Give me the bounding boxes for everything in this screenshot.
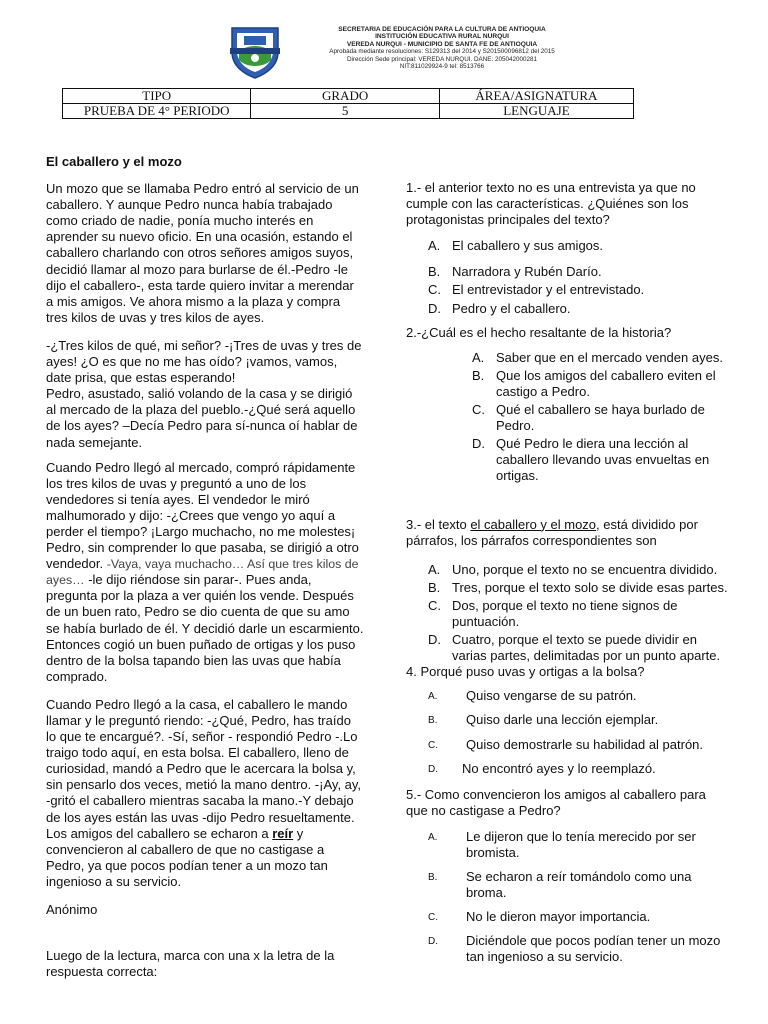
option-text: El entrevistador y el entrevistado. <box>452 282 645 298</box>
question-1-option-c[interactable] <box>406 282 728 298</box>
question-5-options <box>406 829 728 966</box>
option-label: B. <box>428 872 438 884</box>
story-paragraph-3c: -le dijo riéndose sin parar-. Pues anda, pregunta por la plaza a ver quién los vende. Después de un buen rato, Pedro se dio cuenta de que su amo se había burlado de él. Y decidió darle un escarmiento. Entonces cogió un buen puñado de ortigas y los puso dentro de la bolsa tapando bien las uvas que había comprado. <box>46 572 364 684</box>
header-line-1: SECRETARIA DE EDUCACIÓN PARA LA CULTURA DE ANTIOQUIA <box>338 26 546 33</box>
story-paragraph-3b: -Vaya, vaya muchacho… Así que tres kilos de ayes… <box>46 557 359 588</box>
option-text: Saber que en el mercado venden ayes. <box>496 349 723 365</box>
question-5-option-b[interactable] <box>406 869 728 901</box>
question-4-options <box>406 688 728 776</box>
option-text: Tres, porque el texto solo se divide esas partes. <box>452 579 728 595</box>
option-label: B. <box>428 264 441 280</box>
question-2-options <box>406 350 728 485</box>
story-paragraph-2a: -¿Tres kilos de qué, mi señor? -¡Tres de uvas y tres de ayes! ¿O es que no me has oído? ¡vamos, vamos, date prisa, que estas esperando! <box>46 337 362 386</box>
option-label: A. <box>428 561 441 577</box>
option-text: Quiso demostrarle su habilidad al patrón. <box>466 736 704 752</box>
header-line-5: Dirección Sede principal: VEREDA NURQUI. DANE: 205042000281 <box>346 55 538 63</box>
table-header-row <box>63 89 634 104</box>
instructions: Luego de la lectura, marca con una x la letra de la respuesta correcta: <box>46 948 335 980</box>
option-text: No le dieron mayor importancia. <box>466 909 651 925</box>
option-text: El caballero y sus amigos. <box>452 238 604 254</box>
question-1-option-b[interactable] <box>406 264 728 280</box>
option-label: A. <box>428 238 441 254</box>
question-5-option-a[interactable] <box>406 829 728 861</box>
question-1: 1.- el anterior texto no es una entrevista ya que no cumple con las características. ¿Quiénes son los protagonistas principales del texto? <box>406 180 696 228</box>
option-label: A. <box>472 349 485 365</box>
question-3-options <box>406 562 728 665</box>
header-line-2: INSTITUCIÓN EDUCATIVA RURAL NURQUI <box>375 33 509 41</box>
question-3-option-a[interactable] <box>406 562 728 578</box>
letterhead <box>0 0 768 84</box>
option-label: D. <box>428 300 441 316</box>
questions-column <box>406 180 728 968</box>
question-1-options <box>406 238 728 316</box>
exam-info-table <box>62 88 634 119</box>
option-label: D. <box>428 763 438 775</box>
question-2-option-d[interactable] <box>406 436 728 484</box>
header-grado: GRADO <box>251 89 439 104</box>
value-area: LENGUAJE <box>439 104 633 119</box>
option-label: B. <box>472 367 485 383</box>
story-paragraph-1: Un mozo que se llamaba Pedro entró al servicio de un caballero. Y aunque Pedro nunca había trabajado como criado de nadie, ponía mucho interés en aprender su nuevo oficio. En una ocasión, estando el caballero charlando con otros señores amigos suyos, decidió llamar al mozo para burlarse de él.-Pedro -le dijo el caballero-, esta tarde quiero invitar a merendar a mis amigos. Ve ahora mismo a la plaza y compra tres kilos de uvas y tres kilos de ayes. <box>46 181 359 325</box>
story-author: Anónimo <box>46 902 98 918</box>
story-paragraph-4c: y convencieron al caballero de que no castigase a Pedro, ya que pocos podían tener a un mozo tan ingenioso a su servicio. <box>46 825 328 889</box>
story-paragraph-4a: Cuando Pedro llegó a la casa, el caballero le mando llamar y le preguntó riendo: -¿Qué, Pedro, has traído lo que te encargué?. -Sí, señor - respondió Pedro -.Lo traigo todo aquí, en esta bolsa. El caballero, lleno de curiosidad, mandó a Pedro que le acercara la bolsa y, sin pensarlo dos veces, metió la mano dentro. -¡Ay, ay, -gritó el caballero mientras sacaba la mano.-Y debajo de los ayes están las uvas -dijo Pedro resueltamente. Los amigos del caballero se echaron a <box>46 696 362 841</box>
story-paragraph-3 <box>46 460 364 685</box>
option-label: B. <box>428 579 441 595</box>
option-text: Cuatro, porque el texto se puede dividir en varias partes, delimitadas por un punto aparte. <box>452 632 721 664</box>
option-text: Quiso vengarse de su patrón. <box>466 688 637 704</box>
option-text: Diciéndole que pocos podían tener un mozo tan ingenioso a su servicio. <box>466 933 721 965</box>
story-column <box>46 154 364 980</box>
question-3 <box>406 517 728 549</box>
question-4-option-b[interactable] <box>406 712 728 728</box>
table-row <box>63 104 634 119</box>
question-5-option-c[interactable] <box>406 909 728 925</box>
question-4: 4. Porqué puso uvas y ortigas a la bolsa? <box>406 664 645 680</box>
story-paragraph-2 <box>46 338 364 451</box>
header-tipo: TIPO <box>63 89 251 104</box>
option-text: Qué el caballero se haya burlado de Pedro. <box>496 402 705 434</box>
value-tipo: PRUEBA DE 4° PERIODO <box>63 104 251 119</box>
option-label: B. <box>428 715 438 727</box>
question-4-option-a[interactable] <box>406 688 728 704</box>
option-label: A. <box>428 831 438 843</box>
institution-info <box>292 26 592 70</box>
question-2-option-a[interactable] <box>406 350 728 366</box>
option-label: C. <box>428 739 438 751</box>
question-3-text-a: 3.- el texto <box>406 516 471 532</box>
question-3-title-ref: el caballero y el mozo <box>470 516 597 532</box>
option-text: Quiso darle una lección ejemplar. <box>466 712 659 728</box>
option-text: Se echaron a reír tomándolo como una broma. <box>466 869 692 901</box>
question-3-option-b[interactable] <box>406 580 728 596</box>
question-3-text-b: , está dividido por párrafos, los párrafos correspondientes son <box>406 516 698 548</box>
question-2: 2.-¿Cuál es el hecho resaltante de la historia? <box>406 324 672 340</box>
option-label: A. <box>428 691 438 703</box>
option-text: Narradora y Rubén Darío. <box>452 264 602 280</box>
question-3-option-c[interactable] <box>406 598 728 630</box>
question-1-option-a[interactable] <box>406 238 728 254</box>
option-text: Que los amigos del caballero eviten el castigo a Pedro. <box>496 367 716 399</box>
option-label: D. <box>472 436 485 452</box>
option-text: Pedro y el caballero. <box>452 300 571 316</box>
option-label: C. <box>428 597 441 613</box>
question-5: 5.- Como convencieron los amigos al caballero para que no castigase a Pedro? <box>406 786 706 818</box>
story-paragraph-4 <box>46 697 364 890</box>
option-label: D. <box>428 936 438 948</box>
question-4-option-d[interactable] <box>406 761 728 777</box>
option-text: No encontró ayes y lo reemplazó. <box>462 760 656 776</box>
option-text: Uno, porque el texto no se encuentra dividido. <box>452 561 718 577</box>
story-word-reir: reír <box>272 825 294 841</box>
question-3-option-d[interactable] <box>406 632 728 664</box>
question-1-option-d[interactable] <box>406 301 728 317</box>
header-area: ÁREA/ASIGNATURA <box>439 89 633 104</box>
option-text: Qué Pedro le diera una lección al caballero llevando uvas envueltas en ortigas. <box>496 436 710 484</box>
header-line-4: Aprobada mediante resoluciones: S129313 del 2014 y S201500096812 del 2015 <box>329 48 555 56</box>
school-crest-icon <box>226 22 284 80</box>
story-paragraph-3a: Cuando Pedro llegó al mercado, compró rápidamente los tres kilos de uvas y preguntó a uno de los vendedores si tenía ayes. El vendedor le miró malhumorado y dijo: -¿Crees que vengo yo aquí a perder el tiempo? ¡Largo muchacho, no me molestes¡ Pedro, sin comprender lo que pasaba, se dirigió a otro vendedor. <box>46 459 359 572</box>
option-text: Le dijeron que lo tenía merecido por ser bromista. <box>466 828 696 860</box>
question-4-option-c[interactable] <box>406 737 728 753</box>
option-label: C. <box>472 402 485 418</box>
option-label: C. <box>428 912 438 924</box>
story-title: El caballero y el mozo <box>46 154 182 169</box>
header-line-3: VEREDA NURQUI - MUNICIPIO DE SANTA FE DE ANTIOQUIA <box>346 40 538 48</box>
value-grado: 5 <box>251 104 439 119</box>
question-5-option-d[interactable] <box>406 933 728 965</box>
option-text: Dos, porque el texto no tiene signos de puntuación. <box>452 597 678 629</box>
option-label: D. <box>428 632 441 648</box>
question-2-option-b[interactable] <box>406 368 728 400</box>
story-paragraph-2b: Pedro, asustado, salió volando de la casa y se dirigió al mercado de la plaza del pueblo.-¿Qué será aquello de los ayes? –Decía Pedro para sí-nunca oí hablar de nada semejante. <box>46 386 358 450</box>
header-line-6: NIT:811029924-9 tel: 8513766 <box>399 63 485 71</box>
question-2-option-c[interactable] <box>406 402 728 434</box>
option-label: C. <box>428 282 441 298</box>
